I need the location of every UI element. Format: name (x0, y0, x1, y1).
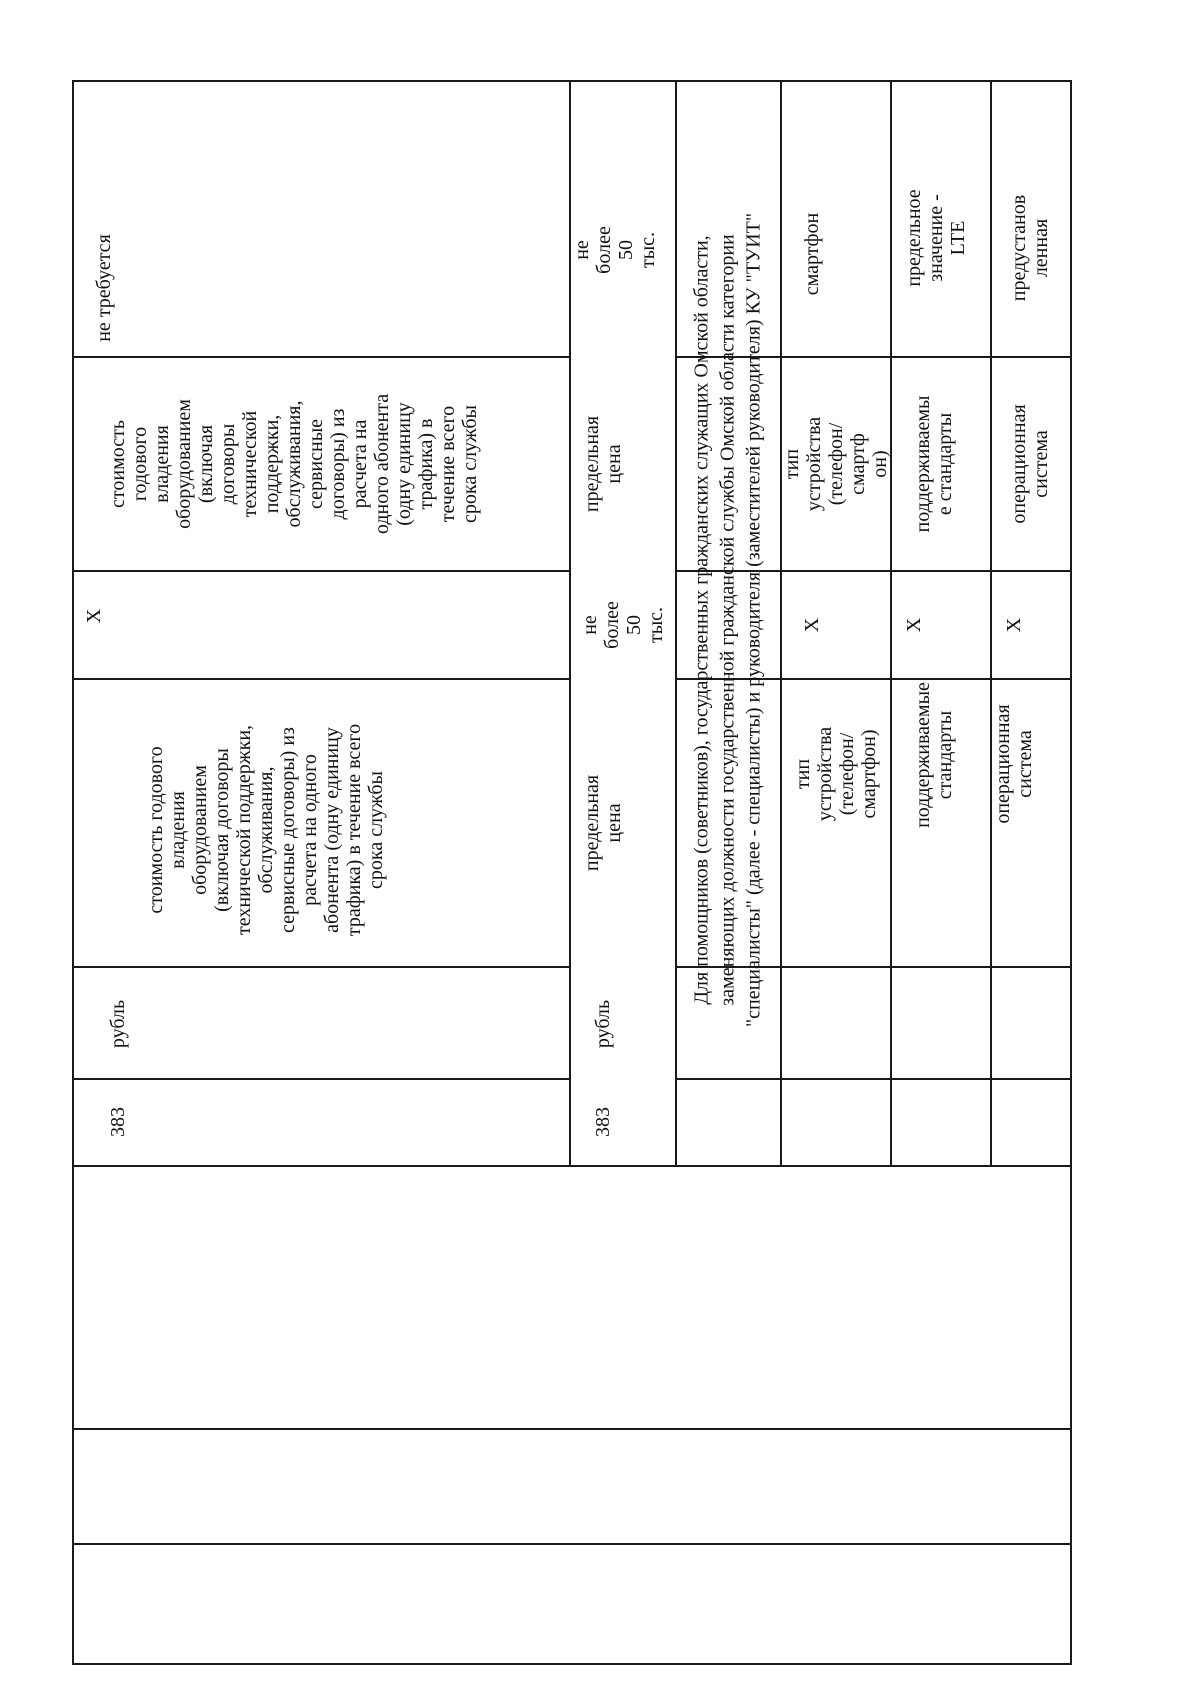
table-divider-bottom-band (72, 1543, 1072, 1545)
row1-value-cell (74, 572, 569, 678)
row4-characteristic-cell (892, 680, 990, 966)
section-header-line-2: заменяющих должности государственной гражданской службы Омской области категории (716, 234, 739, 1006)
section-header-cell (677, 82, 780, 1165)
row3-value: X (801, 617, 823, 633)
row1-value2-cell (74, 82, 569, 356)
row2-characteristic2: предельная цена (581, 415, 625, 513)
row1-characteristic2: стоимость годового владения оборудованием (включая договоры технической поддержки, обслуживания, сервисные договоры) из расчета на одного абонента (одну единицу трафика) в течение всего срока службы (107, 393, 481, 535)
row2-characteristic-cell (571, 680, 675, 966)
row2-code: 383 (592, 1107, 614, 1137)
row1-code: 383 (107, 1107, 129, 1137)
row1-value2: не требуется (93, 234, 115, 342)
row3-characteristic2-cell (782, 358, 890, 570)
row3-value2: смартфон (801, 212, 823, 296)
row3-characteristic: тип устройства (телефон/смартфон) (792, 726, 880, 822)
row2-value2: не более 50 тыс. (571, 226, 659, 274)
row1-value: X (83, 608, 105, 624)
row1-code-cell (74, 1080, 569, 1165)
row1-characteristic2-cell (74, 358, 569, 570)
row2-value2-cell (571, 82, 675, 356)
row2-characteristic: предельная цена (581, 774, 625, 872)
row1-characteristic: стоимость годового владения оборудованием (включая договоры технической поддержки, обслуживания, сервисные договоры) из расчета на одного абонента (одну единицу трафика) в течение всего срока службы (145, 723, 387, 937)
row1-unit-cell (74, 968, 569, 1078)
row4-value: X (903, 617, 925, 633)
row3-value-cell (782, 572, 890, 678)
table-divider-lower (72, 1428, 1072, 1430)
row2-characteristic2-cell (571, 358, 675, 570)
row2-value-cell (571, 572, 675, 678)
row1-unit: рубль (107, 999, 129, 1049)
row3-characteristic2: тип устройства (телефон/смартф он) (781, 416, 891, 512)
row1-characteristic-cell (74, 680, 569, 966)
row2-unit-cell (571, 968, 675, 1078)
section-header-line-3: "специалисты" (далее - специалисты) и руководителя (заместителей руководителя) КУ "ТУИТ" (742, 212, 765, 1028)
row2-value: не более 50 тыс. (579, 601, 667, 649)
row3-value2-cell (782, 82, 890, 356)
row5-value-cell (992, 572, 1070, 678)
table-border-bottom (72, 1663, 1072, 1665)
section-header-line-1: Для помощников (советников), государственных гражданских служащих Омской области, (690, 235, 713, 1005)
row5-characteristic2: операционная система (1008, 404, 1052, 524)
row4-value2-cell (892, 82, 990, 356)
row2-code-cell (571, 1080, 675, 1165)
row4-characteristic: поддерживаемые стандарты (912, 682, 956, 828)
row3-characteristic-cell (782, 680, 890, 966)
row2-unit: рубль (592, 999, 614, 1049)
row4-value-cell (892, 572, 990, 678)
row4-characteristic2-cell (892, 358, 990, 570)
row5-value2-cell (992, 82, 1070, 356)
row4-characteristic2: поддерживаемы е стандарты (912, 395, 956, 533)
row5-value: X (1003, 617, 1025, 633)
row5-value2: предустанов ленная (1008, 194, 1052, 302)
row5-characteristic-cell (992, 680, 1070, 966)
table-divider-data-end (72, 1165, 1072, 1167)
row5-characteristic2-cell (992, 358, 1070, 570)
row5-characteristic: операционная система (992, 704, 1036, 824)
row4-value2: предельное значение - LTE (903, 189, 969, 287)
